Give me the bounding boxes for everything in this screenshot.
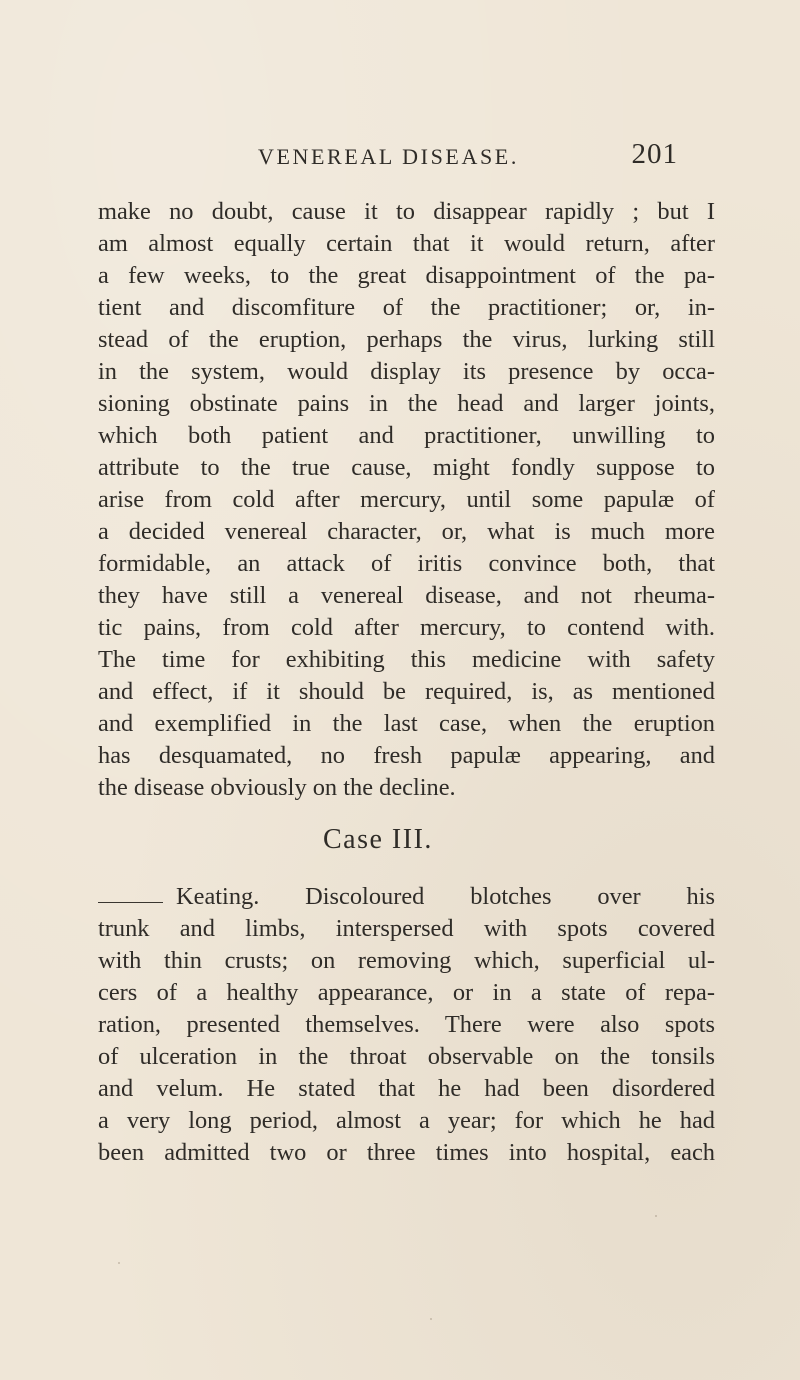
text-line: arise from cold after mercury, until some papulæ of — [98, 486, 715, 513]
text-line: stead of the eruption, perhaps the virus, lurking still — [98, 326, 715, 353]
case-lead-text: Keating. Discoloured blotches over his — [176, 883, 715, 910]
text-line: of ulceration in the throat observable on the tonsils — [98, 1043, 715, 1070]
text-line: the disease obviously on the decline. — [98, 774, 456, 801]
paper-speck — [655, 1215, 657, 1217]
running-title: VENEREAL DISEASE. — [258, 144, 519, 169]
text-line: a very long period, almost a year; for which he had — [98, 1107, 715, 1134]
text-line: am almost equally certain that it would return, after — [98, 230, 715, 257]
text-line: ration, presented themselves. There were also spots — [98, 1011, 715, 1038]
text-line: sioning obstinate pains in the head and larger joints, — [98, 390, 715, 417]
text-line: The time for exhibiting this medicine with safety — [98, 646, 715, 673]
page-number: 201 — [631, 138, 678, 170]
text-line: a few weeks, to the great disappointment of the pa- — [98, 262, 715, 289]
text-line: attribute to the true cause, might fondly suppose to — [98, 454, 715, 481]
lead-dash — [98, 902, 163, 903]
text-line: and exemplified in the last case, when the eruption — [98, 710, 715, 737]
text-line: trunk and limbs, interspersed with spots covered — [98, 915, 715, 942]
text-line: been admitted two or three times into hospital, each — [98, 1139, 715, 1166]
text-line: with thin crusts; on removing which, superficial ul- — [98, 947, 715, 974]
text-line: they have still a venereal disease, and not rheuma- — [98, 582, 715, 609]
text-line: and effect, if it should be required, is, as mentioned — [98, 678, 715, 705]
text-line: a decided venereal character, or, what is much more — [98, 518, 715, 545]
text-line: in the system, would display its presence by occa- — [98, 358, 715, 385]
text-line: which both patient and practitioner, unwilling to — [98, 422, 715, 449]
text-line: tient and discomfiture of the practitioner; or, in- — [98, 294, 715, 321]
text-line: tic pains, from cold after mercury, to contend with. — [98, 614, 715, 641]
text-line: make no doubt, cause it to disappear rapidly ; but I — [98, 198, 715, 225]
case-lead-line — [98, 881, 715, 913]
text-line: formidable, an attack of iritis convince both, that — [98, 550, 715, 577]
text-line: has desquamated, no fresh papulæ appearing, and — [98, 742, 715, 769]
paper-speck — [430, 1318, 432, 1320]
text-line: cers of a healthy appearance, or in a state of repa- — [98, 979, 715, 1006]
paper-speck — [118, 1262, 120, 1264]
case-heading: Case III. — [323, 824, 433, 855]
text-line: and velum. He stated that he had been disordered — [98, 1075, 715, 1102]
running-head — [258, 138, 678, 178]
